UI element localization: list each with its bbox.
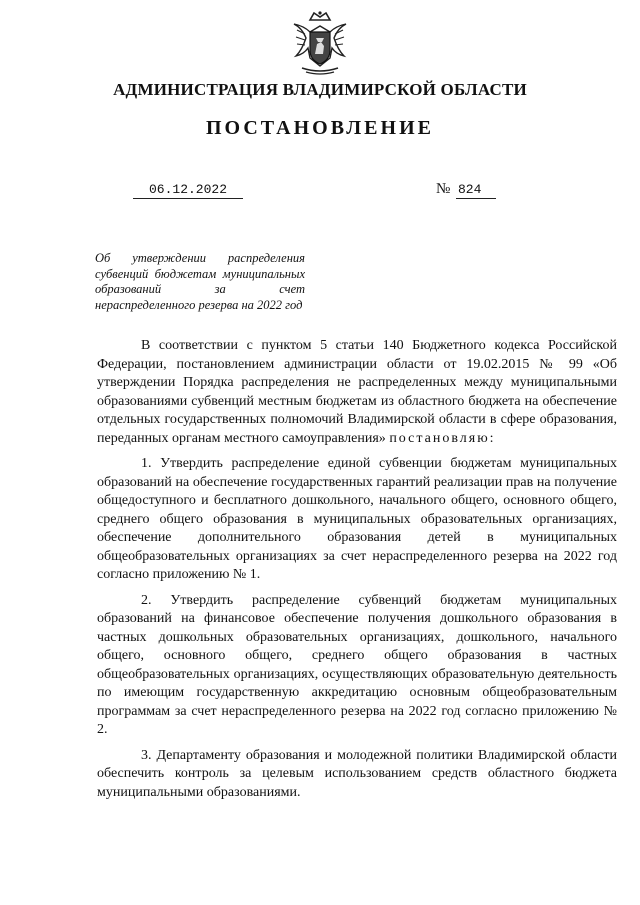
document-date: 06.12.2022 — [133, 182, 243, 199]
coat-of-arms-emblem-icon — [288, 10, 352, 76]
item-1-paragraph: 1. Утвердить распределение единой субвенции бюджетам муниципальных образований на обеспечение государственных гарантий реализации прав на получение общедоступного и бесплатного дошкольного, начального общего, основного общего, среднего общего образования в муниципальных образовательных организациях, обеспечение дополнительного образования детей в муниципальных общеобразовательных организациях за счет нераспределенного резерва на 2022 год согласно приложению № 1. — [97, 456, 617, 582]
document-body — [97, 337, 617, 809]
item-2-paragraph: 2. Утвердить распределение субвенций бюджетам муниципальных образований на финансовое обеспечение получения дошкольного образования в частных дошкольных образовательных организациях, дошкольного, начального общего, основного общего, среднего общего образования в частных общеобразовательных организациях, осуществляющих образовательную деятельность по имеющим государственную аккредитацию основным общеобразовательным программам за счет нераспределенного резерва на 2022 год согласно приложению № 2. — [97, 592, 617, 737]
item-3-paragraph: 3. Департаменту образования и молодежной политики Владимирской области обеспечить контроль за целевым использованием средств областного бюджета муниципальными образованиями. — [97, 747, 617, 800]
preamble-paragraph — [97, 337, 617, 448]
document-subject: Об утверждении распределения субвенций бюджетам муниципальных образований за счет нераспределенного резерва на 2022 год — [95, 251, 305, 312]
document-number: 824 — [456, 182, 496, 199]
number-label: № — [436, 181, 451, 197]
organization-name: АДМИНИСТРАЦИЯ ВЛАДИМИРСКОЙ ОБЛАСТИ — [113, 80, 527, 99]
document-type-title: ПОСТАНОВЛЕНИЕ — [206, 117, 434, 139]
preamble-text: В соответствии с пунктом 5 статьи 140 Бюджетного кодекса Российской Федерации, постановлением администрации области от 19.02.2015 № 99 «Об утверждении Порядка распределения не распределенных между муниципальными образованиями субвенций местным бюджетам из областного бюджета на обеспечение отдельных государственных полномочий Владимирской области в сфере образования, переданных органам местного самоуправления» — [97, 338, 617, 446]
resolve-word: постановляю: — [389, 430, 496, 446]
